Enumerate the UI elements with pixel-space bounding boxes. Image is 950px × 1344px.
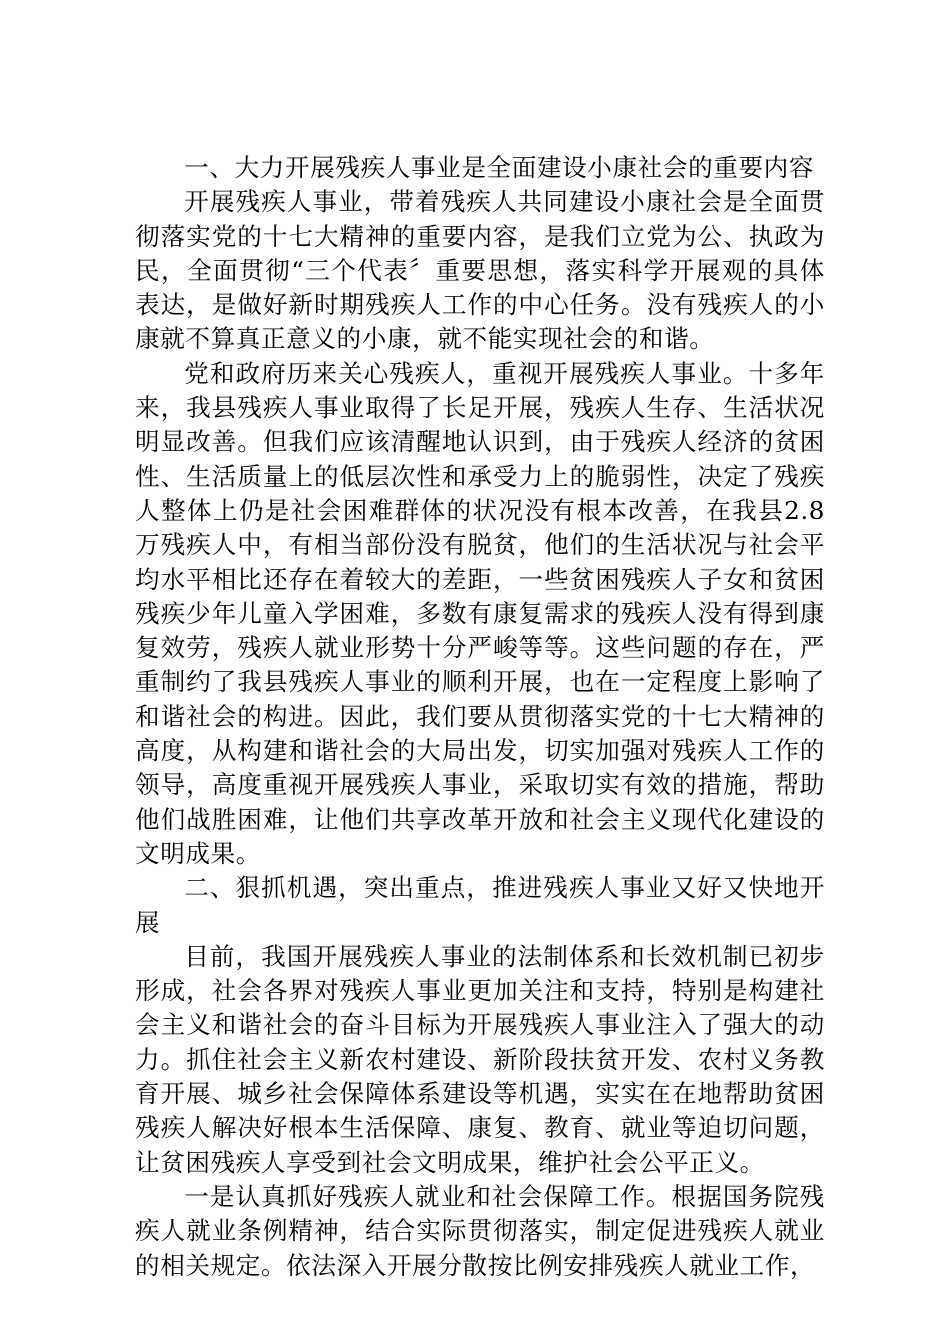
section-heading-1: 一、大力开展残疾人事业是全面建设小康社会的重要内容 bbox=[184, 153, 815, 182]
paragraph: 党和政府历来关心残疾人，重视开展残疾人事业。十多年来，我县残疾人事业取得了长足开展，残疾人生存、生活状况明显改善。但我们应该清醒地认识到，由于残疾人经济的贫困性、生活质量上的低层次性和承受力上的脆弱性，决定了残疾人整体上仍是社会困难群体的状况没有根本改善，在我县2.8万残疾人中，有相当部份没有脱贫，他们的生活状况与社会平均水平相比还存在着较大的差距，一些贫困残疾人子女和贫困残疾少年儿童入学困难，多数有康复需求的残疾人没有得到康复效劳，残疾人就业形势十分严峻等等。这些问题的存在，严重制约了我县残疾人事业的顺利开展，也在一定程度上影响了和谐社会的构进。因此，我们要从贯彻落实党的十七大精神的高度，从构建和谐社会的大局出发，切实加强对残疾人工作的领导，高度重视开展残疾人事业，采取切实有效的措施，帮助他们战胜困难，让他们共享改革开放和社会主义现代化建设的文明成果。 bbox=[135, 358, 825, 868]
paragraph: 目前，我国开展残疾人事业的法制体系和长效机制已初步形成，社会各界对残疾人事业更加关注和支持，特别是构建社会主义和谐社会的奋斗目标为开展残疾人事业注入了强大的动力。抓住社会主义新农村建设、新阶段扶贫开发、农村义务教育开展、城乡社会保障体系建设等机遇，实实在在地帮助贫困残疾人解决好根本生活保障、康复、教育、就业等迫切问题，让贫困残疾人享受到社会文明成果，维护社会公平正义。 bbox=[135, 941, 825, 1177]
document-body bbox=[135, 151, 825, 1283]
paragraph: 开展残疾人事业，带着残疾人共同建设小康社会是全面贯彻落实党的十七大精神的重要内容，是我们立党为公、执政为民，全面贯彻“三个代表〞重要思想，落实科学开展观的具体表达，是做好新时期残疾人工作的中心任务。没有残疾人的小康就不算真正意义的小康，就不能实现社会的和谐。 bbox=[135, 187, 825, 354]
section-heading-2: 二、狠抓机遇，突出重点，推进残疾人事业又好又快地开展 bbox=[135, 873, 825, 937]
paragraph: 一是认真抓好残疾人就业和社会保障工作。根据国务院残疾人就业条例精神，结合实际贯彻落实，制定促进残疾人就业的相关规定。依法深入开展分散按比例安排残疾人就业工作， bbox=[135, 1181, 825, 1280]
